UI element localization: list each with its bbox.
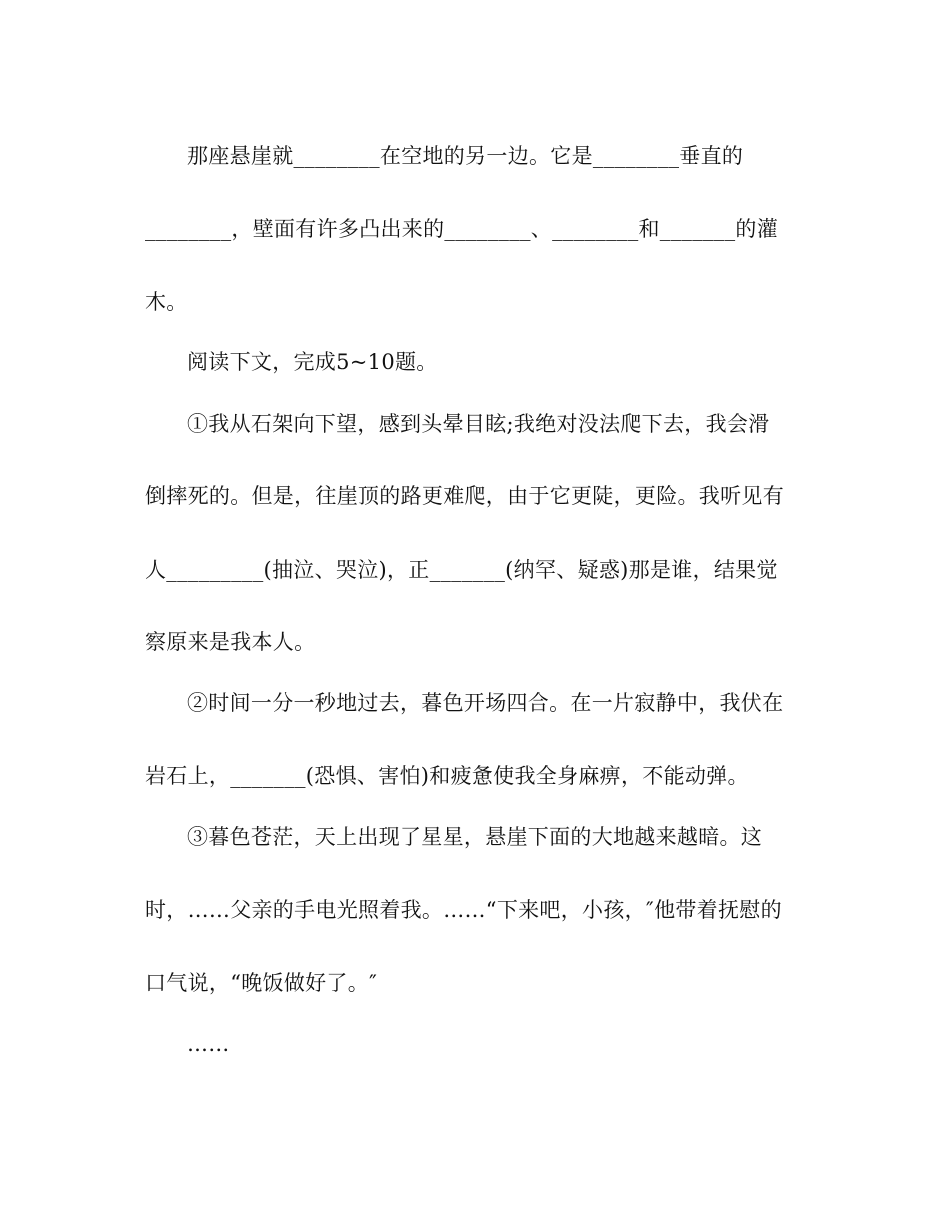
passage-line-3: 木。 [145,290,188,314]
paragraph-1-line-2: 倒摔死的。但是，往崖顶的路更难爬，由于它更陡，更险。我听见有 [145,484,784,508]
paragraph-3-line-3: 口气说，“晚饭做好了。″ [145,971,378,995]
paragraph-1-line-4: 察原来是我本人。 [145,630,316,654]
ellipsis-line: …… [187,1032,230,1056]
passage-line-2: ________，壁面有许多凸出来的________、________和_______的灌 [145,217,778,241]
paragraph-2-line-1: ②时间一分一秒地过去，暮色开场四合。在一片寂静中，我伏在 [187,691,784,715]
paragraph-1-line-1: ①我从石架向下望，感到头晕目眩;我绝对没法爬下去，我会滑 [187,412,770,436]
paragraph-2-line-2: 岩石上，_______(恐惧、害怕)和疲惫使我全身麻痹，不能动弹。 [145,764,749,788]
paragraph-3-line-1: ③暮色苍茫，天上出现了星星，悬崖下面的大地越来越暗。这 [187,825,763,849]
paragraph-1-line-3: 人_________(抽泣、哭泣)，正_______(纳罕、疑惑)那是谁，结果觉 [145,558,778,582]
paragraph-3-line-2: 时，……父亲的手电光照着我。……“下来吧，小孩，″他带着抚慰的 [145,898,782,922]
instruction-line: 阅读下文，完成5~10题。 [187,350,438,374]
passage-line-1: 那座悬崖就________在空地的另一边。它是________垂直的 [187,144,744,168]
